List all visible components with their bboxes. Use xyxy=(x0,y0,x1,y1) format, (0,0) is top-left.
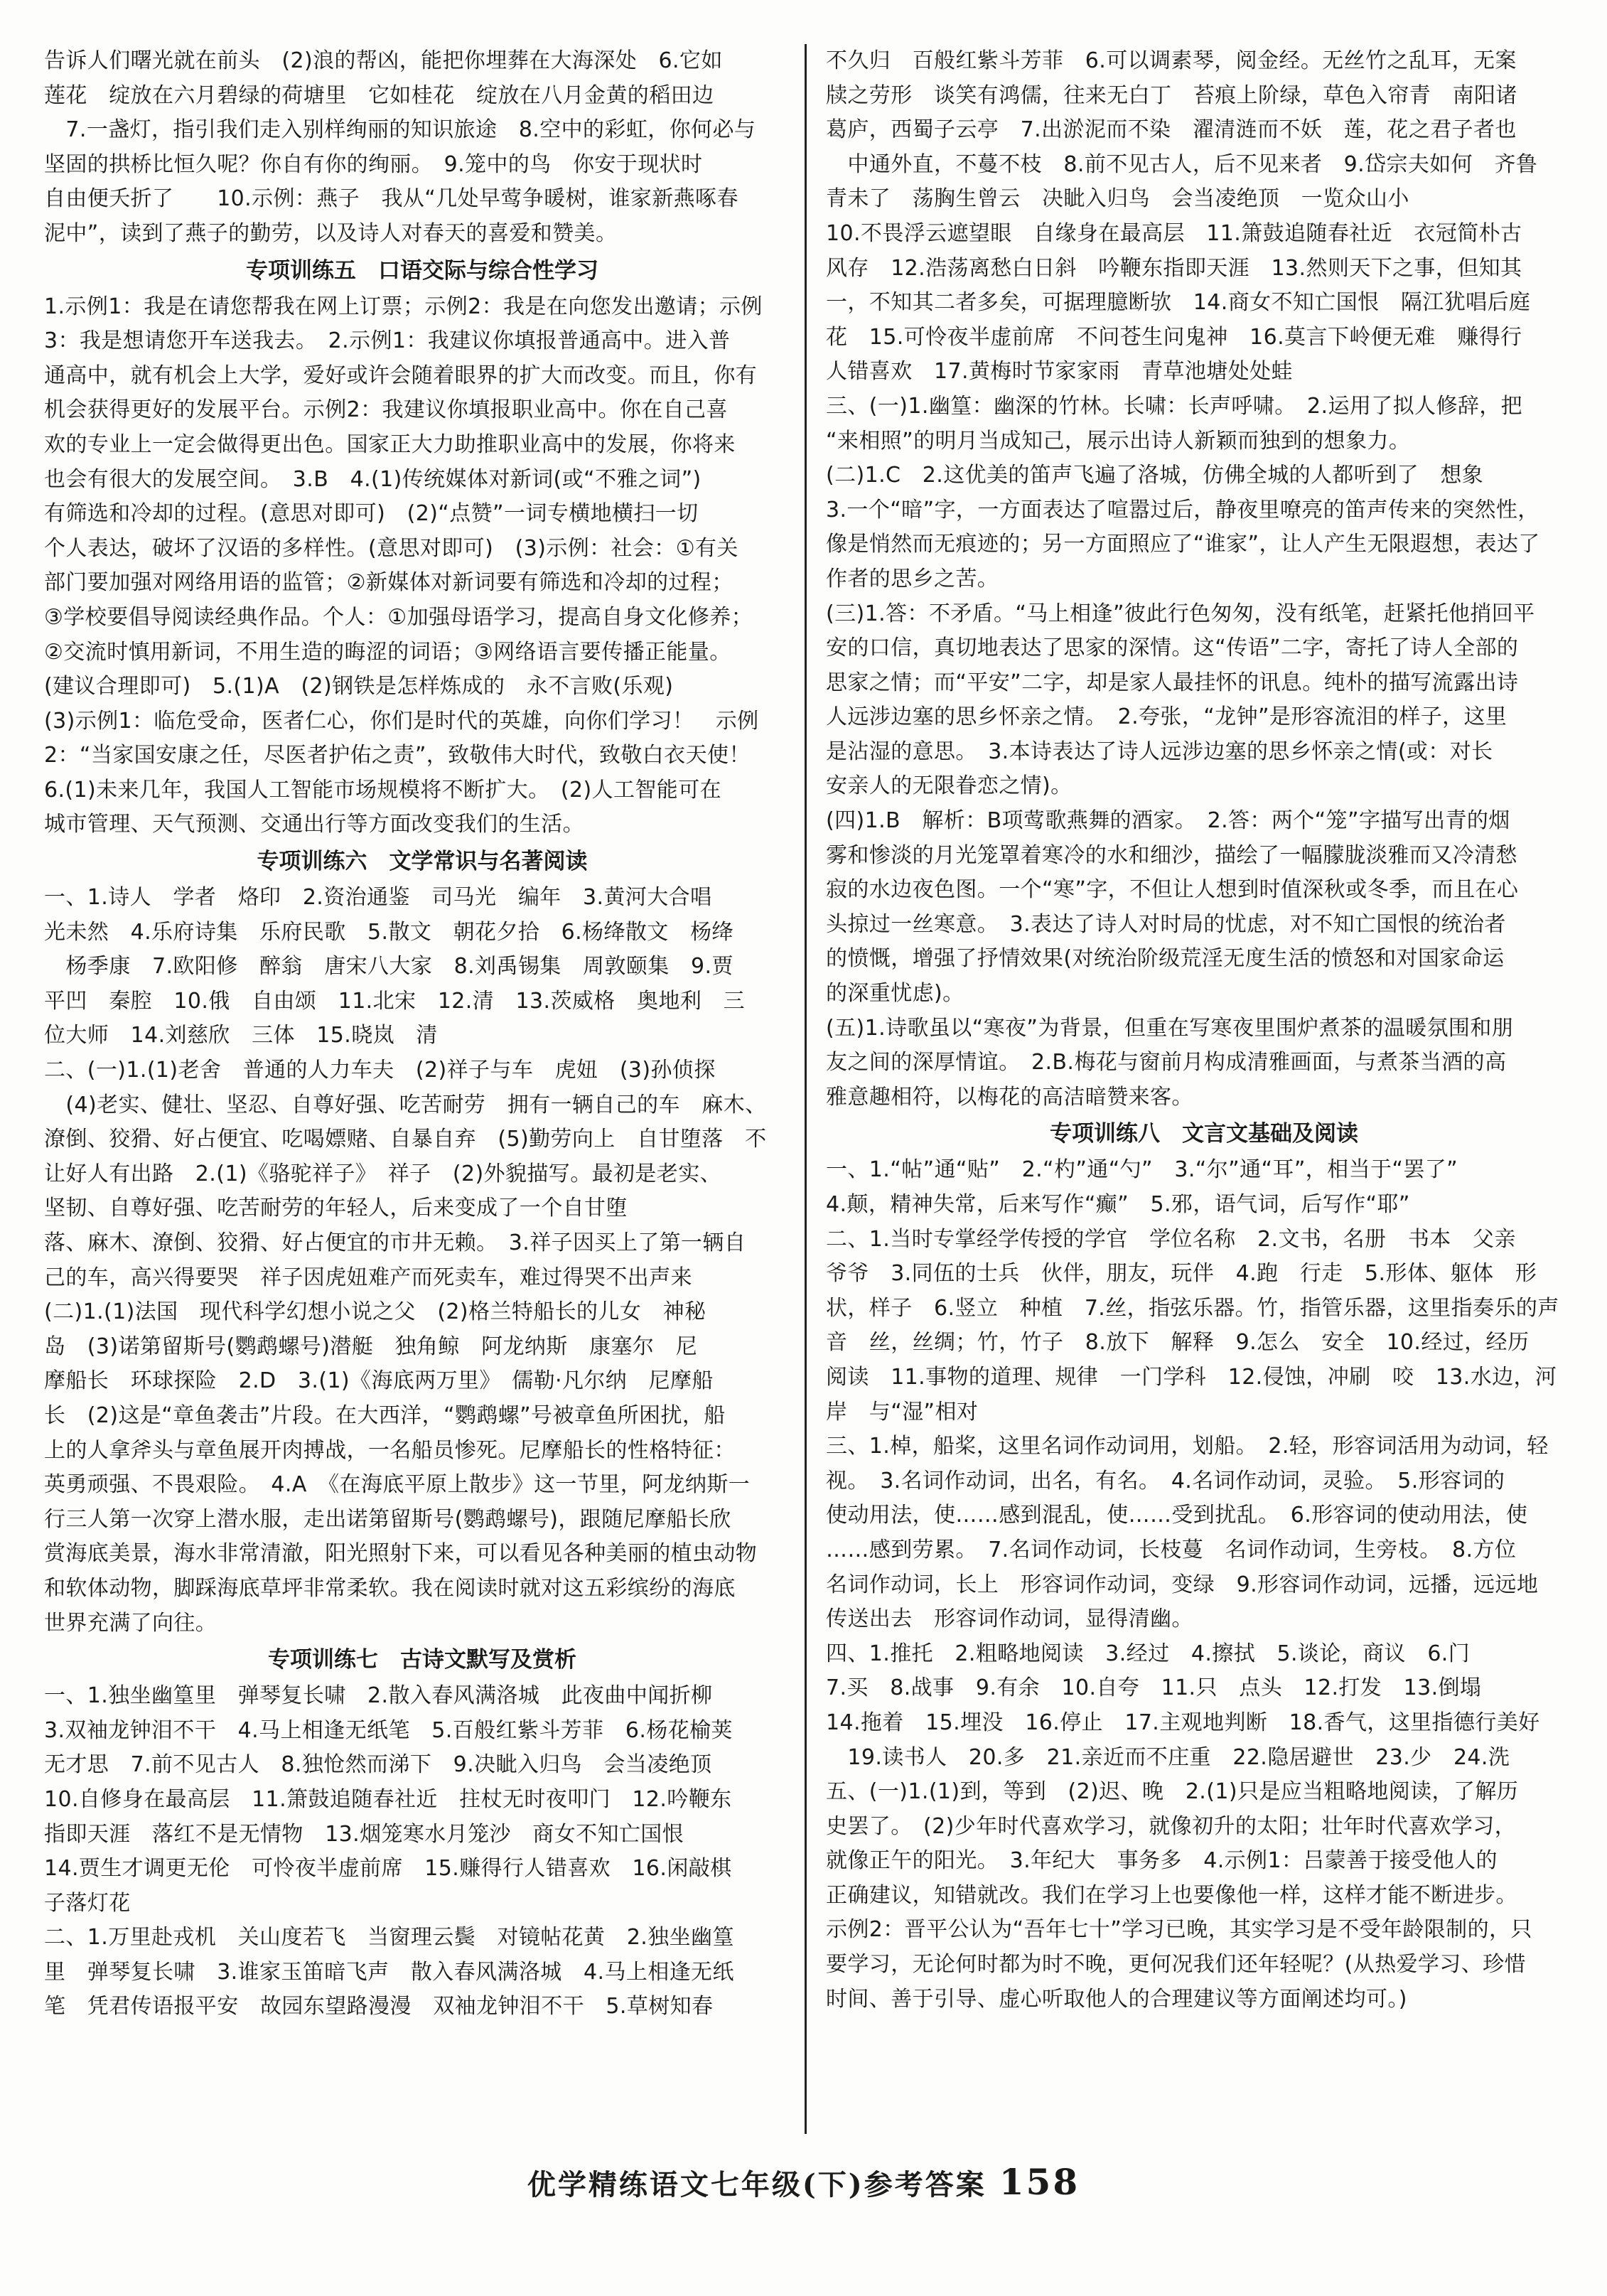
answer-line: 告诉人们曙光就在前头 (2)浪的帮凶，能把你埋葬在大海深处 6.它如 xyxy=(44,48,723,73)
answer-line: 名词作动词，长上 形容词作动词，变绿 9.形容词作动词，远播，远远地 xyxy=(826,1572,1539,1597)
answer-line: (建议合理即可) 5.(1)A (2)钢铁是怎样炼成的 永不言败(乐观) xyxy=(44,674,674,699)
answer-line: ②交流时慎用新词，不用生造的晦涩的词语；③网络语言要传播正能量。 xyxy=(44,639,731,665)
answer-line: 行三人第一次穿上潜水服，走出诺第留斯号(鹦鹉螺号)，跟随尼摩船长欣 xyxy=(44,1506,731,1532)
answer-line: 机会获得更好的发展平台。示例2：我建议你填报职业高中。你在自己喜 xyxy=(44,397,728,423)
answer-line: 思家之情；而“平安”二字，却是家人最挂怀的讯息。纯朴的描写流露出诗 xyxy=(826,670,1519,695)
answer-line: 一，不知其二者多矣，可据理臆断欤 14.商女不知亡国恨 隔江犹唱后庭 xyxy=(826,290,1531,316)
answer-line: 19.读书人 20.多 21.亲近而不庄重 22.隐居避世 23.少 24.洗 xyxy=(826,1744,1510,1770)
answer-line: (三)1.答：不矛盾。“马上相逢”彼此行色匆匆，没有纸笔，赶紧托他捎回平 xyxy=(826,601,1535,626)
answer-line: 自由便夭折了 10.示例：燕子 我从“几处早莺争暖树，谁家新燕啄春 xyxy=(44,186,738,212)
answer-line: 1.示例1：我是在请您帮我在网上订票；示例2：我是在向您发出邀请；示例 xyxy=(44,294,763,319)
section-heading: 专项训练七 古诗文默写及赏析 xyxy=(268,1647,576,1673)
answer-line: 3.一个“暗”字，一方面表达了喧嚣过后，静夜里嘹亮的笛声传来的突然性， xyxy=(826,497,1539,522)
answer-line: 花 15.可怜夜半虚前席 不问苍生问鬼神 16.莫言下岭便无难 赚得行 xyxy=(826,324,1522,350)
answer-line: 莲花 绽放在六月碧绿的荷塘里 它如桂花 绽放在八月金黄的稻田边 xyxy=(44,82,714,108)
answer-line: 城市管理、天气预测、交通出行等方面改变我们的生活。 xyxy=(44,812,584,837)
answer-line: 子落灯花 xyxy=(44,1890,131,1916)
answer-line: 光未然 4.乐府诗集 乐府民歌 5.散文 朝花夕拾 6.杨绛散文 杨绛 xyxy=(44,919,733,945)
answer-line: 头掠过一丝寒意。 3.表达了诗人对时局的忧虑，对不知亡国恨的统治者 xyxy=(826,911,1506,937)
answer-line: 14.贾生才调更无伦 可怜夜半虚前席 15.赚得行人错喜欢 16.闲敲棋 xyxy=(44,1856,732,1882)
answer-line: 有筛选和冷却的过程。(意思对即可) (2)“点赞”一词专横地横扫一切 xyxy=(44,501,699,527)
answer-line: 三、1.棹，船桨，这里名词作动词用，划船。 2.轻，形容词活用为动词，轻 xyxy=(826,1434,1549,1459)
answer-line: 一、1.独坐幽篁里 弹琴复长啸 2.散入春风满洛城 此夜曲中闻折柳 xyxy=(44,1683,713,1709)
answer-line: 视。 3.名词作动词，出名，有名。 4.名词作动词，灵验。 5.形容词的 xyxy=(826,1468,1505,1493)
answer-line: 葛庐，西蜀子云亭 7.出淤泥而不染 濯清涟而不妖 莲，花之君子者也 xyxy=(826,117,1517,143)
answer-line: 阅读 11.事物的道理、规律 一门学科 12.侵蚀，冲刷 咬 13.水边，河 xyxy=(826,1364,1557,1390)
answer-line: 时间、善于引导、虚心听取他人的合理建议等方面阐述均可。) xyxy=(826,1986,1407,2012)
answer-line: 10.不畏浮云遮望眼 自缘身在最高层 11.箫鼓追随春社近 衣冠简朴古 xyxy=(826,220,1522,246)
answer-line: 安亲人的无限眷恋之情)。 xyxy=(826,773,1073,799)
answer-line: 像是悄然而无痕迹的；另一方面照应了“谁家”，让人产生无限遐想，表达了 xyxy=(826,532,1540,557)
section-heading: 专项训练五 口语交际与综合性学习 xyxy=(246,257,598,284)
answer-line: 青未了 荡胸生曾云 决眦入归鸟 会当凌绝顶 一览众山小 xyxy=(826,186,1409,212)
answer-line: 五、(一)1.(1)到，等到 (2)迟、晚 2.(1)只是应当粗略地阅读，了解历 xyxy=(826,1779,1519,1805)
answer-line: 正确建议，知错就改。我们在学习上也要像他一样，这样才能不断进步。 xyxy=(826,1882,1517,1908)
answer-line: 己的车，高兴得要哭 祥子因虎妞难产而死卖车，难过得哭不出声来 xyxy=(44,1265,692,1290)
answer-line: 无才思 7.前不见古人 8.独怆然而涕下 9.决眦入归鸟 会当凌绝顶 xyxy=(44,1752,712,1778)
page-footer xyxy=(0,2161,1607,2203)
answer-line: 雅意趣相符，以梅花的高洁暗赞来客。 xyxy=(826,1084,1193,1110)
answer-line: 14.拖着 15.埋没 16.停止 17.主观地判断 18.香气，这里指德行美好 xyxy=(826,1710,1540,1735)
answer-line: 风存 12.浩荡离愁白日斜 吟鞭东指即天涯 13.然则天下之事，但知其 xyxy=(826,255,1522,281)
answer-line: 友之间的深厚情谊。 2.B.梅花与窗前月构成清雅画面，与煮茶当酒的高 xyxy=(826,1050,1507,1075)
answer-line: 7.买 8.战事 9.有余 10.自夸 11.只 点头 12.打发 13.倒塌 xyxy=(826,1675,1482,1701)
section-heading: 专项训练八 文言文基础及阅读 xyxy=(1050,1121,1358,1147)
answer-line: 和软体动物，脚踩海底草坪非常柔软。我在阅读时就对这五彩缤纷的海底 xyxy=(44,1575,736,1601)
answer-line: 摩船长 环球探险 2.D 3.(1)《海底两万里》 儒勒·凡尔纳 尼摩船 xyxy=(44,1368,714,1394)
answer-line: 一、1.诗人 学者 烙印 2.资治通鉴 司马光 编年 3.黄河大合唱 xyxy=(44,885,712,911)
answer-line: 人远涉边塞的思乡怀亲之情。 2.夸张，“龙钟”是形容流泪的样子，这里 xyxy=(826,704,1507,730)
answer-line: 史罢了。 (2)少年时代喜欢学习，就像初升的太阳；壮年时代喜欢学习， xyxy=(826,1813,1517,1839)
answer-line: 英勇顽强、不畏艰险。 4.A 《在海底平原上散步》这一节里，阿龙纳斯一 xyxy=(44,1472,751,1498)
answer-line: (四)1.B 解析：B项莺歌燕舞的酒家。 2.答：两个“笼”字描写出青的烟 xyxy=(826,808,1510,834)
answer-line: 让好人有出路 2.(1)《骆驼祥子》 祥子 (2)外貌描写。最初是老实、 xyxy=(44,1161,722,1186)
answer-line: 坚固的拱桥比恒久呢？你自有你的绚丽。 9.笼中的鸟 你安于现状时 xyxy=(44,151,703,177)
answer-line: 的深重忧虑)。 xyxy=(826,981,964,1007)
answer-line: (3)示例1：临危受命，医者仁心，你们是时代的英雄，向你们学习！ 示例 xyxy=(44,708,759,734)
answer-line: 二、1.万里赴戎机 关山度若飞 当窗理云鬓 对镜帖花黄 2.独坐幽篁 xyxy=(44,1925,734,1951)
answer-line: 3：我是想请您开车送我去。 2.示例1：我建议你填报普通高中。进入普 xyxy=(44,328,731,354)
answer-line: 作者的思乡之苦。 xyxy=(826,566,999,591)
answer-line: 要学习，无论何时都为时不晚，更何况我们还年轻呢？(从热爱学习、珍惜 xyxy=(826,1952,1526,1978)
answer-line: 泥中”，读到了燕子的勤劳，以及诗人对春天的喜爱和赞美。 xyxy=(44,220,618,246)
answer-line: 也会有很大的发展空间。 3.B 4.(1)传统媒体对新词(或“不雅之词”) xyxy=(44,466,702,492)
answer-line: 安的口信，真切地表达了思家的深情。这“传语”二字，寄托了诗人全部的 xyxy=(826,635,1519,661)
column-divider xyxy=(805,44,807,2134)
answer-line: 6.(1)未来几年，我国人工智能市场规模将不断扩大。 (2)人工智能可在 xyxy=(44,777,722,803)
answer-line: 4.颠，精神失常，后来写作“癫” 5.邪，语气词，后写作“耶” xyxy=(826,1192,1410,1217)
answer-line: 笔 凭君传语报平安 故园东望路漫漫 双袖龙钟泪不干 5.草树知春 xyxy=(44,1994,714,2019)
answer-line: 欢的专业上一定会做得更出色。国家正大力助推职业高中的发展，你将来 xyxy=(44,431,736,457)
answer-line: 二、1.当时专掌经学传授的学官 学位名称 2.文书，名册 书本 父亲 xyxy=(826,1226,1516,1252)
answer-line: 爷爷 3.同伍的士兵 伙伴，朋友，玩伴 4.跑 行走 5.形体、躯体 形 xyxy=(826,1261,1537,1287)
answer-line: 7.一盏灯，指引我们走入别样绚丽的知识旅途 8.空中的彩虹，你何必与 xyxy=(44,117,756,143)
answer-line: 坚韧、自尊好强、吃苦耐劳的年轻人，后来变成了一个自甘堕 xyxy=(44,1196,628,1221)
answer-line: 赏海底美景，海水非常清澈，阳光照射下来，可以看见各种美丽的植虫动物 xyxy=(44,1541,758,1567)
answer-line: 二、(一)1.(1)老舍 普通的人力车夫 (2)祥子与车 虎妞 (3)孙侦探 xyxy=(44,1058,716,1083)
answer-line: (二)1.C 2.这优美的笛声飞遍了洛城，仿佛全城的人都听到了 想象 xyxy=(826,463,1484,488)
answer-line: 一、1.“帖”通“贴” 2.“杓”通“勺” 3.“尔”通“耳”，相当于“罢了” xyxy=(826,1157,1458,1183)
answer-line: (二)1.(1)法国 现代科学幻想小说之父 (2)格兰特船长的儿女 神秘 xyxy=(44,1299,706,1325)
answer-line: 10.自修身在最高层 11.箫鼓追随春社近 拄杖无时夜叩门 12.吟鞭东 xyxy=(44,1786,732,1812)
answer-line: 3.双袖龙钟泪不干 4.马上相逢无纸笔 5.百般红紫斗芳菲 6.杨花榆荚 xyxy=(44,1717,733,1743)
right-column xyxy=(826,44,1582,2134)
answer-line: 通高中，就有机会上大学，爱好或许会随着眼界的扩大而改变。而且，你有 xyxy=(44,363,758,388)
answer-line: 2：“当家国安康之任，尽医者护佑之责”，致敬伟大时代，致敬白衣天使！ xyxy=(44,743,751,768)
left-column xyxy=(44,44,800,2134)
answer-line: 长 (2)这是“章鱼袭击”片段。在大西洋，“鹦鹉螺”号被章鱼所困扰，船 xyxy=(44,1402,726,1428)
answer-line: 潦倒、狡猾、好占便宜、吃喝嫖赌、自暴自弃 (5)勤劳向上 自甘堕落 不 xyxy=(44,1127,767,1152)
answer-line: 雾和惨淡的月光笼罩着寒冷的水和细沙，描绘了一幅朦胧淡雅而又冷清愁 xyxy=(826,842,1517,868)
footer-title: 优学精练语文七年级(下)参考答案 xyxy=(527,2168,987,2201)
answer-line: 示例2：晋平公认为“吾年七十”学习已晚，其实学习是不受年龄限制的，只 xyxy=(826,1917,1532,1943)
answer-line: ③学校要倡导阅读经典作品。个人：①加强母语学习，提高自身文化修养； xyxy=(44,604,753,630)
answer-line: 不久归 百般红紫斗芳菲 6.可以调素琴，阅金经。无丝竹之乱耳，无案 xyxy=(826,48,1517,73)
answer-line: 传送出去 形容词作动词，显得清幽。 xyxy=(826,1606,1193,1632)
page-number: 158 xyxy=(999,2161,1080,2203)
answer-line: 人错喜欢 17.黄梅时节家家雨 青草池塘处处蛙 xyxy=(826,359,1293,385)
answer-line: 就像正午的阳光。 3.年纪大 事务多 4.示例1：吕蒙善于接受他人的 xyxy=(826,1848,1498,1874)
answer-line: 岸 与“湿”相对 xyxy=(826,1399,979,1425)
answer-line: 寂的水边夜色图。一个“寒”字，不但让人想到时值深秋或冬季，而且在心 xyxy=(826,877,1519,903)
answer-line: 音 丝，丝绸；竹，竹子 8.放下 解释 9.怎么 安全 10.经过，经历 xyxy=(826,1330,1530,1356)
answer-line: 是沾湿的意思。 3.本诗表达了诗人远涉边塞的思乡怀亲之情(或：对长 xyxy=(826,739,1493,764)
answer-line: 四、1.推托 2.粗略地阅读 3.经过 4.擦拭 5.谈论，商议 6.门 xyxy=(826,1641,1471,1666)
answer-line: 的愤慨，增强了抒情效果(对统治阶级荒淫无度生活的愤怒和对国家命运 xyxy=(826,946,1505,972)
answer-line: 指即天涯 落红不是无情物 13.烟笼寒水月笼沙 商女不知亡国恨 xyxy=(44,1821,684,1847)
answer-line: 三、(一)1.幽篁：幽深的竹林。长啸：长声呼啸。 2.运用了拟人修辞，把 xyxy=(826,393,1523,419)
answer-line: 平凹 秦腔 10.俄 自由颂 11.北宋 12.清 13.茨威格 奥地利 三 xyxy=(44,988,746,1014)
answer-line: “来相照”的明月当成知己，展示出诗人新颖而独到的想象力。 xyxy=(826,428,1411,454)
answer-line: 牍之劳形 谈笑有鸿儒，往来无白丁 苔痕上阶绿，草色入帘青 南阳诸 xyxy=(826,82,1517,108)
answer-line: (4)老实、健壮、坚忍、自尊好强、吃苦耐劳 拥有一辆自己的车 麻木、 xyxy=(44,1092,767,1117)
answer-line: 杨季康 7.欧阳修 醉翁 唐宋八大家 8.刘禹锡集 周敦颐集 9.贾 xyxy=(44,954,733,980)
answer-line: 上的人拿斧头与章鱼展开肉搏战，一名船员惨死。尼摩船长的性格特征： xyxy=(44,1437,736,1463)
section-heading: 专项训练六 文学常识与名著阅读 xyxy=(257,849,588,875)
answer-line: 部门要加强对网络用语的监管；②新媒体对新词要有筛选和冷却的过程； xyxy=(44,570,733,596)
answer-line: 位大师 14.刘慈欣 三体 15.晓岚 清 xyxy=(44,1023,438,1048)
answer-line: 使动用法，使……感到混乱，使……受到扰乱。 6.形容词的使动用法，使 xyxy=(826,1503,1528,1528)
answer-line: ……感到劳累。 7.名词作动词，长枝蔓 名词作动词，生旁枝。 8.方位 xyxy=(826,1537,1517,1562)
answer-line: 岛 (3)诺第留斯号(鹦鹉螺号)潜艇 独角鲸 阿龙纳斯 康塞尔 尼 xyxy=(44,1334,698,1359)
answer-line: 世界充满了向往。 xyxy=(44,1610,217,1636)
answer-line: (五)1.诗歌虽以“寒夜”为背景，但重在写寒夜里围炉煮茶的温暖氛围和朋 xyxy=(826,1015,1514,1041)
answer-line: 里 弹琴复长啸 3.谁家玉笛暗飞声 散入春风满洛城 4.马上相逢无纸 xyxy=(44,1959,734,1985)
answer-line: 个人表达，破坏了汉语的多样性。(意思对即可) (3)示例：社会：①有关 xyxy=(44,535,738,561)
answer-line: 落、麻木、潦倒、狡猾、好占便宜的市井无赖。 3.祥子因买上了第一辆自 xyxy=(44,1230,746,1255)
answer-line: 状，样子 6.竖立 种植 7.丝，指弦乐器。竹，指管乐器，这里指奏乐的声 xyxy=(826,1295,1559,1321)
answer-line: 中通外直，不蔓不枝 8.前不见古人，后不见来者 9.岱宗夫如何 齐鲁 xyxy=(826,151,1538,177)
